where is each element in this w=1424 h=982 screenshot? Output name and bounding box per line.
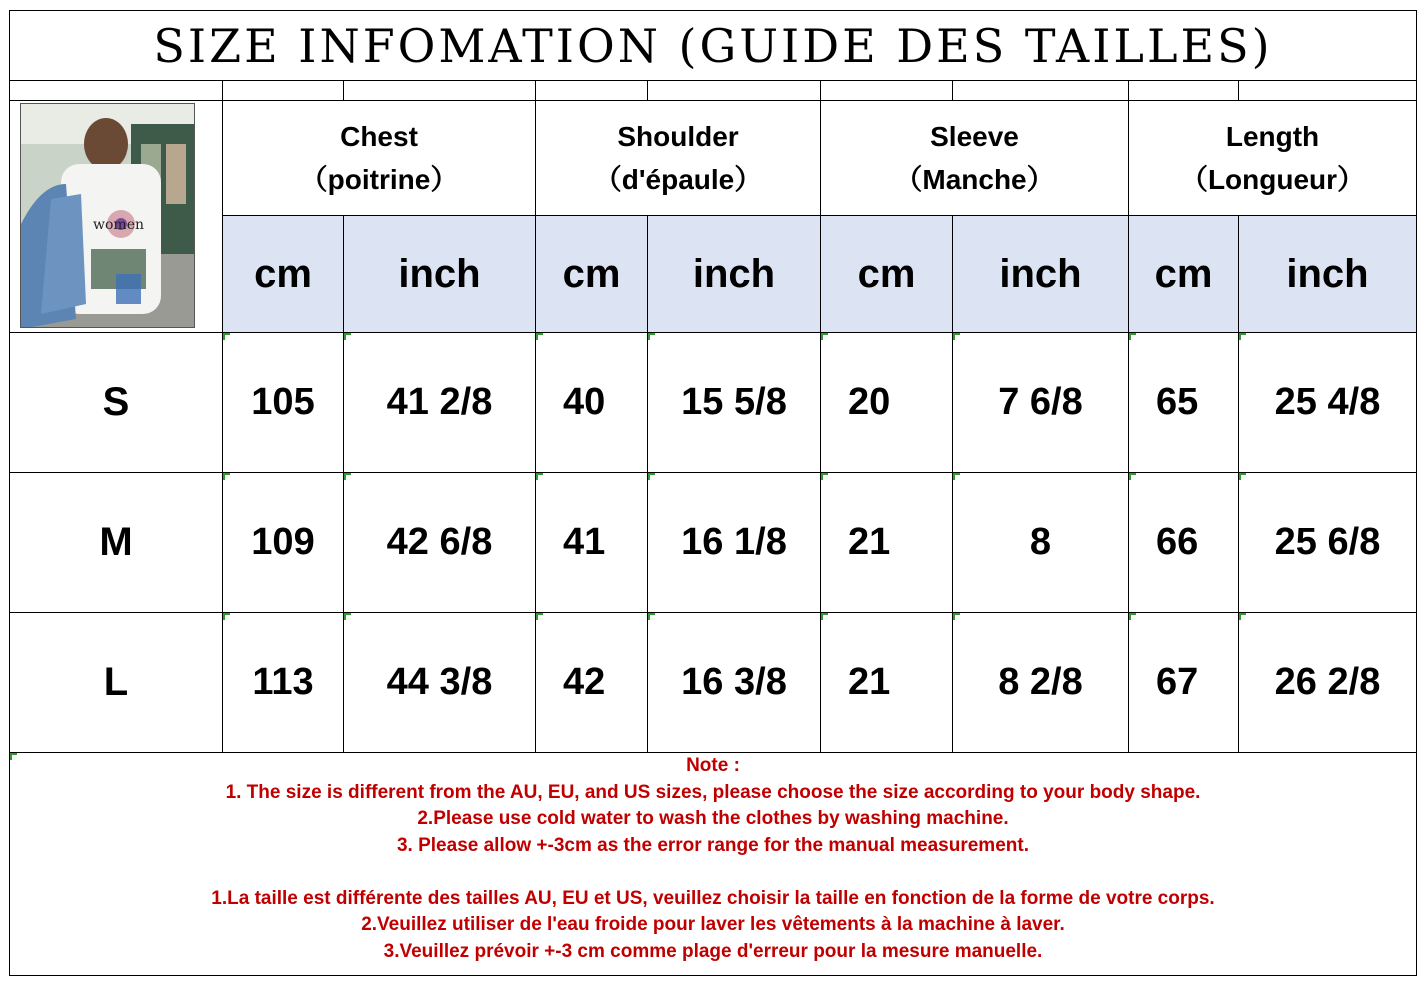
table-cell: 42 6/8 [344,473,536,613]
cell-marker-icon [1129,473,1136,480]
note-line: 2.Veuillez utiliser de l'eau froide pour laver les vêtements à la machine à laver. [361,914,1065,935]
header-en: Chest [340,121,418,152]
cell-marker-icon [344,473,351,480]
cell-marker-icon [1129,333,1136,340]
table-cell: 8 [953,473,1129,613]
column-header [1129,101,1417,216]
header-fr: （d'épaule） [593,164,763,195]
cell-marker-icon [223,613,230,620]
cell-marker-icon [536,473,543,480]
table-cell: 7 6/8 [953,333,1129,473]
header-fr: （Longueur） [1179,164,1366,195]
spacer-cell [10,81,223,101]
table-cell: 41 [536,473,648,613]
size-chart [9,10,1417,976]
page-title: SIZE INFOMATION (GUIDE DES TAILLES) [10,11,1416,81]
note-line: 1. The size is different from the AU, EU, and US sizes, please choose the size according to your body shape. [225,781,1201,803]
table-cell: 41 2/8 [344,333,536,473]
cell-marker-icon [648,613,655,620]
table-cell: 67 [1129,613,1239,753]
note-spacer [10,859,1416,886]
cell-marker-icon [953,333,960,340]
cell-marker-icon [821,333,828,340]
table-cell: 21 [821,613,953,753]
unit-cm: cm [223,216,344,333]
spacer-cell [536,81,648,101]
table-cell: 44 3/8 [344,613,536,753]
unit-inch: inch [648,216,821,333]
table-cell: 16 1/8 [648,473,821,613]
spacer-cell [1129,81,1239,101]
header-en: Sleeve [930,121,1019,152]
table-cell: 109 [223,473,344,613]
cell-marker-icon [1239,333,1246,340]
cell-marker-icon [344,613,351,620]
table-cell: 21 [821,473,953,613]
header-fr: （poitrine） [299,164,459,195]
header-en: Shoulder [617,121,739,152]
table-cell: 42 [536,613,648,753]
cell-marker-icon [536,613,543,620]
spacer-cell [953,81,1129,101]
unit-cm: cm [536,216,648,333]
cell-marker-icon [223,473,230,480]
unit-inch: inch [344,216,536,333]
cell-marker-icon [223,333,230,340]
table-cell: 113 [223,613,344,753]
cell-marker-icon [821,473,828,480]
spacer-cell [648,81,821,101]
table-cell: 26 2/8 [1239,613,1417,753]
table-cell: 15 5/8 [648,333,821,473]
note-line: 3.Veuillez prévoir +-3 cm comme plage d'erreur pour la mesure manuelle. [383,940,1043,962]
unit-cm: cm [1129,216,1239,333]
column-header [536,101,821,216]
note-line: 3. Please allow +-3cm as the error range for the manual measurement. [396,834,1029,856]
unit-cm: cm [821,216,953,333]
spacer-cell [1239,81,1417,101]
note-line: 2.Please use cold water to wash the clothes by washing machine. [417,808,1009,829]
size-label: M [10,473,223,613]
header-en: Length [1225,121,1320,152]
table-cell: 8 2/8 [953,613,1129,753]
header-fr: （Manche） [894,164,1055,195]
size-label: S [10,333,223,473]
note-line: 1.La taille est différente des tailles AU, EU et US, veuillez choisir la taille en fonction de la forme de votre corps. [211,887,1215,909]
cell-marker-icon [953,613,960,620]
cell-marker-icon [1239,613,1246,620]
table-cell: 105 [223,333,344,473]
size-label: L [10,613,223,753]
cell-marker-icon [536,333,543,340]
cell-marker-icon [344,333,351,340]
notes-section [10,753,1416,975]
photo-cell [10,101,223,333]
table-cell: 66 [1129,473,1239,613]
table-cell: 40 [536,333,648,473]
spacer-cell [223,81,344,101]
cell-marker-icon [1129,613,1136,620]
cell-marker-icon [648,333,655,340]
spacer-cell [821,81,953,101]
svg-text:women: women [93,217,144,233]
table-cell: 25 4/8 [1239,333,1417,473]
cell-marker-icon [953,473,960,480]
unit-inch: inch [1239,216,1417,333]
table-cell: 25 6/8 [1239,473,1417,613]
cell-marker-icon [1239,473,1246,480]
column-header [821,101,1129,216]
unit-inch: inch [953,216,1129,333]
cell-marker-icon [821,613,828,620]
spacer-cell [344,81,536,101]
note-heading: Note : [686,755,740,776]
cell-marker-icon [648,473,655,480]
table-cell: 16 3/8 [648,613,821,753]
table-cell: 20 [821,333,953,473]
table-cell: 65 [1129,333,1239,473]
column-header [223,101,536,216]
